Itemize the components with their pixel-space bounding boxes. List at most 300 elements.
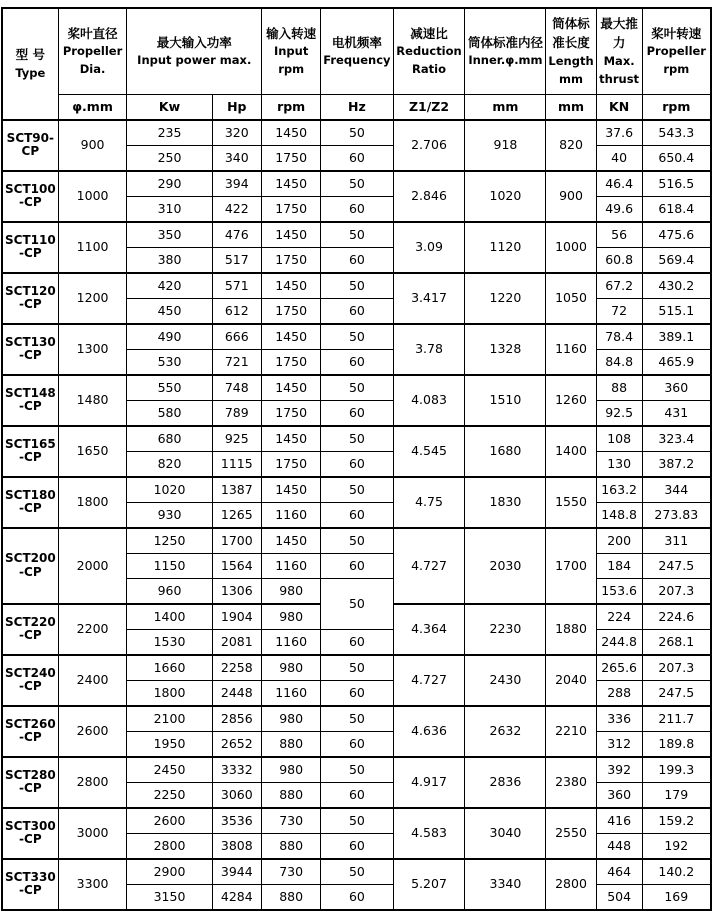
cell-hz: 50 — [321, 528, 393, 554]
cell-hp: 2081 — [212, 629, 261, 655]
cell-hz: 50 — [321, 706, 393, 732]
cell-hz: 60 — [321, 145, 393, 171]
cell-max-thrust: 336 — [596, 706, 642, 732]
cell-max-thrust: 163.2 — [596, 477, 642, 503]
cell-hz: 60 — [321, 782, 393, 808]
cell-propeller-dia: 2600 — [58, 706, 127, 757]
cell-length: 2550 — [546, 808, 596, 859]
cell-hp: 340 — [212, 145, 261, 171]
cell-reduction-ratio: 4.583 — [393, 808, 465, 859]
cell-kw: 820 — [127, 451, 212, 477]
cell-hz: 60 — [321, 451, 393, 477]
cell-kw: 530 — [127, 349, 212, 375]
cell-propeller-rpm: 431 — [642, 400, 711, 426]
unit-hp: Hp — [212, 94, 261, 120]
cell-input-rpm: 880 — [262, 884, 321, 910]
header-input-rpm-en: Input rpm — [273, 44, 309, 76]
cell-propeller-rpm: 179 — [642, 782, 711, 808]
cell-propeller-dia: 1650 — [58, 426, 127, 477]
header-propeller-dia-en: Propeller Dia. — [62, 44, 123, 76]
cell-reduction-ratio: 4.727 — [393, 528, 465, 604]
cell-model: SCT200-CP — [2, 528, 58, 604]
cell-hp: 1265 — [212, 502, 261, 528]
cell-inner-dia: 1120 — [465, 222, 546, 273]
cell-reduction-ratio: 2.846 — [393, 171, 465, 222]
cell-propeller-rpm: 465.9 — [642, 349, 711, 375]
cell-hp: 1306 — [212, 578, 261, 604]
cell-model: SCT148-CP — [2, 375, 58, 426]
header-input-rpm — [262, 8, 321, 94]
cell-input-rpm: 880 — [262, 782, 321, 808]
cell-hz: 60 — [321, 502, 393, 528]
table-header — [2, 8, 711, 120]
cell-propeller-rpm: 323.4 — [642, 426, 711, 452]
cell-length: 1160 — [546, 324, 596, 375]
header-propeller-dia — [58, 8, 127, 94]
cell-max-thrust: 130 — [596, 451, 642, 477]
cell-propeller-rpm: 192 — [642, 833, 711, 859]
cell-propeller-rpm: 515.1 — [642, 298, 711, 324]
cell-kw: 1660 — [127, 655, 212, 681]
cell-inner-dia: 2230 — [465, 604, 546, 655]
cell-max-thrust: 148.8 — [596, 502, 642, 528]
cell-max-thrust: 184 — [596, 553, 642, 578]
cell-length: 1050 — [546, 273, 596, 324]
cell-max-thrust: 84.8 — [596, 349, 642, 375]
cell-kw: 490 — [127, 324, 212, 350]
cell-hz: 50 — [321, 171, 393, 197]
cell-hp: 4284 — [212, 884, 261, 910]
cell-propeller-rpm: 169 — [642, 884, 711, 910]
header-reduction-ratio — [393, 8, 465, 94]
cell-input-rpm: 980 — [262, 655, 321, 681]
cell-propeller-rpm: 475.6 — [642, 222, 711, 248]
cell-hp: 666 — [212, 324, 261, 350]
cell-hp: 925 — [212, 426, 261, 452]
header-reduction-ratio-zh: 减速比 — [410, 25, 448, 41]
cell-hz: 50 — [321, 222, 393, 248]
header-propeller-rpm-en: Propeller rpm — [646, 44, 706, 76]
cell-input-rpm: 1160 — [262, 680, 321, 706]
table-body — [2, 120, 711, 910]
cell-propeller-dia: 1300 — [58, 324, 127, 375]
cell-model: SCT220-CP — [2, 604, 58, 655]
header-inner-dia-en: Inner.φ.mm — [468, 53, 543, 68]
cell-reduction-ratio: 4.75 — [393, 477, 465, 528]
cell-propeller-rpm: 344 — [642, 477, 711, 503]
cell-reduction-ratio: 2.706 — [393, 120, 465, 171]
cell-kw: 350 — [127, 222, 212, 248]
cell-kw: 1950 — [127, 731, 212, 757]
cell-propeller-dia: 1480 — [58, 375, 127, 426]
cell-kw: 2800 — [127, 833, 212, 859]
cell-max-thrust: 504 — [596, 884, 642, 910]
cell-hz: 50 — [321, 375, 393, 401]
cell-hz: 50 — [321, 273, 393, 299]
cell-hz: 60 — [321, 400, 393, 426]
cell-length: 1700 — [546, 528, 596, 604]
cell-propeller-rpm: 516.5 — [642, 171, 711, 197]
cell-max-thrust: 72 — [596, 298, 642, 324]
cell-length: 1400 — [546, 426, 596, 477]
cell-length: 1000 — [546, 222, 596, 273]
cell-max-thrust: 153.6 — [596, 578, 642, 604]
cell-propeller-rpm: 224.6 — [642, 604, 711, 630]
cell-inner-dia: 1680 — [465, 426, 546, 477]
cell-propeller-rpm: 247.5 — [642, 680, 711, 706]
cell-reduction-ratio: 4.727 — [393, 655, 465, 706]
cell-hp: 3060 — [212, 782, 261, 808]
cell-hp: 1564 — [212, 553, 261, 578]
unit-inner-mm: mm — [465, 94, 546, 120]
cell-inner-dia: 3040 — [465, 808, 546, 859]
cell-kw: 250 — [127, 145, 212, 171]
cell-propeller-rpm: 650.4 — [642, 145, 711, 171]
header-type — [2, 8, 58, 120]
cell-inner-dia: 918 — [465, 120, 546, 171]
cell-inner-dia: 2030 — [465, 528, 546, 604]
cell-model: SCT120-CP — [2, 273, 58, 324]
cell-kw: 380 — [127, 247, 212, 273]
cell-propeller-rpm: 569.4 — [642, 247, 711, 273]
cell-hp: 422 — [212, 196, 261, 222]
cell-max-thrust: 108 — [596, 426, 642, 452]
cell-reduction-ratio: 4.364 — [393, 604, 465, 655]
cell-inner-dia: 1328 — [465, 324, 546, 375]
cell-kw: 1150 — [127, 553, 212, 578]
cell-reduction-ratio: 4.083 — [393, 375, 465, 426]
cell-max-thrust: 37.6 — [596, 120, 642, 146]
cell-inner-dia: 2430 — [465, 655, 546, 706]
cell-max-thrust: 265.6 — [596, 655, 642, 681]
unit-ratio: Z1/Z2 — [393, 94, 465, 120]
cell-hz: 50 — [321, 477, 393, 503]
cell-kw: 290 — [127, 171, 212, 197]
cell-hp: 3808 — [212, 833, 261, 859]
cell-propeller-rpm: 211.7 — [642, 706, 711, 732]
cell-input-rpm: 1160 — [262, 629, 321, 655]
cell-input-rpm: 980 — [262, 757, 321, 783]
cell-hz: 60 — [321, 731, 393, 757]
cell-kw: 1400 — [127, 604, 212, 630]
cell-input-rpm: 980 — [262, 706, 321, 732]
cell-propeller-dia: 1200 — [58, 273, 127, 324]
cell-max-thrust: 448 — [596, 833, 642, 859]
cell-input-rpm: 980 — [262, 578, 321, 604]
header-type-zh: 型 号 — [15, 47, 46, 63]
cell-hz: 60 — [321, 680, 393, 706]
cell-max-thrust: 360 — [596, 782, 642, 808]
cell-hp: 612 — [212, 298, 261, 324]
header-input-power-zh: 最大输入功率 — [156, 34, 232, 50]
cell-input-rpm: 1450 — [262, 528, 321, 554]
cell-model: SCT300-CP — [2, 808, 58, 859]
cell-propeller-rpm: 360 — [642, 375, 711, 401]
cell-length: 1880 — [546, 604, 596, 655]
cell-propeller-dia: 2000 — [58, 528, 127, 604]
cell-max-thrust: 224 — [596, 604, 642, 630]
cell-hz: 50 — [321, 578, 393, 629]
cell-length: 2210 — [546, 706, 596, 757]
cell-propeller-dia: 2400 — [58, 655, 127, 706]
cell-hp: 1904 — [212, 604, 261, 630]
cell-hp: 721 — [212, 349, 261, 375]
cell-max-thrust: 312 — [596, 731, 642, 757]
cell-kw: 930 — [127, 502, 212, 528]
cell-max-thrust: 244.8 — [596, 629, 642, 655]
cell-hz: 50 — [321, 655, 393, 681]
cell-hp: 1115 — [212, 451, 261, 477]
cell-reduction-ratio: 4.917 — [393, 757, 465, 808]
cell-propeller-rpm: 387.2 — [642, 451, 711, 477]
cell-kw: 420 — [127, 273, 212, 299]
cell-propeller-rpm: 273.83 — [642, 502, 711, 528]
cell-propeller-rpm: 268.1 — [642, 629, 711, 655]
header-max-thrust — [596, 8, 642, 94]
cell-hp: 1387 — [212, 477, 261, 503]
cell-propeller-rpm: 159.2 — [642, 808, 711, 834]
cell-input-rpm: 1750 — [262, 247, 321, 273]
cell-input-rpm: 1750 — [262, 196, 321, 222]
header-inner-dia — [465, 8, 546, 94]
header-frequency-zh: 电机频率 — [331, 34, 382, 50]
cell-length: 900 — [546, 171, 596, 222]
cell-input-rpm: 1450 — [262, 477, 321, 503]
unit-kw: Kw — [127, 94, 212, 120]
cell-kw: 1800 — [127, 680, 212, 706]
cell-hp: 3944 — [212, 859, 261, 885]
cell-hz: 50 — [321, 859, 393, 885]
cell-model: SCT130-CP — [2, 324, 58, 375]
cell-reduction-ratio: 4.545 — [393, 426, 465, 477]
cell-hz: 60 — [321, 247, 393, 273]
header-max-thrust-zh: 最大推力 — [600, 16, 638, 51]
cell-model: SCT180-CP — [2, 477, 58, 528]
cell-length: 2380 — [546, 757, 596, 808]
cell-input-rpm: 980 — [262, 604, 321, 630]
cell-max-thrust: 40 — [596, 145, 642, 171]
cell-hz: 60 — [321, 833, 393, 859]
cell-inner-dia: 1510 — [465, 375, 546, 426]
header-max-thrust-en: Max. thrust — [599, 53, 640, 86]
cell-input-rpm: 880 — [262, 731, 321, 757]
cell-input-rpm: 1450 — [262, 375, 321, 401]
cell-length: 1260 — [546, 375, 596, 426]
cell-max-thrust: 78.4 — [596, 324, 642, 350]
cell-hp: 476 — [212, 222, 261, 248]
cell-model: SCT110-CP — [2, 222, 58, 273]
cell-hp: 789 — [212, 400, 261, 426]
cell-propeller-rpm: 543.3 — [642, 120, 711, 146]
cell-model: SCT100-CP — [2, 171, 58, 222]
cell-input-rpm: 1750 — [262, 145, 321, 171]
cell-propeller-dia: 1800 — [58, 477, 127, 528]
unit-hz: Hz — [321, 94, 393, 120]
cell-propeller-rpm: 140.2 — [642, 859, 711, 885]
cell-hz: 60 — [321, 349, 393, 375]
cell-length: 2040 — [546, 655, 596, 706]
cell-hp: 2448 — [212, 680, 261, 706]
cell-max-thrust: 49.6 — [596, 196, 642, 222]
cell-propeller-rpm: 311 — [642, 528, 711, 554]
cell-input-rpm: 1450 — [262, 222, 321, 248]
header-length-zh: 筒体标准长度 — [552, 16, 590, 51]
cell-hp: 2258 — [212, 655, 261, 681]
cell-hz: 60 — [321, 629, 393, 655]
cell-propeller-dia: 2800 — [58, 757, 127, 808]
cell-kw: 2900 — [127, 859, 212, 885]
cell-hp: 517 — [212, 247, 261, 273]
cell-kw: 550 — [127, 375, 212, 401]
cell-input-rpm: 1450 — [262, 273, 321, 299]
cell-propeller-rpm: 199.3 — [642, 757, 711, 783]
cell-model: SCT330-CP — [2, 859, 58, 910]
header-propeller-rpm-zh: 桨叶转速 — [651, 25, 702, 41]
cell-max-thrust: 392 — [596, 757, 642, 783]
header-input-rpm-zh: 输入转速 — [266, 25, 317, 41]
cell-hp: 320 — [212, 120, 261, 146]
cell-hz: 60 — [321, 553, 393, 578]
cell-inner-dia: 1830 — [465, 477, 546, 528]
cell-input-rpm: 1450 — [262, 324, 321, 350]
cell-inner-dia: 1020 — [465, 171, 546, 222]
cell-hz: 50 — [321, 808, 393, 834]
cell-propeller-rpm: 618.4 — [642, 196, 711, 222]
unit-kn: KN — [596, 94, 642, 120]
cell-input-rpm: 1450 — [262, 426, 321, 452]
cell-hz: 50 — [321, 120, 393, 146]
cell-hz: 60 — [321, 298, 393, 324]
cell-propeller-dia: 3300 — [58, 859, 127, 910]
header-length-en: Length mm — [548, 53, 594, 86]
cell-hp: 748 — [212, 375, 261, 401]
header-length — [546, 8, 596, 94]
cell-propeller-rpm: 247.5 — [642, 553, 711, 578]
cell-model: SCT240-CP — [2, 655, 58, 706]
unit-prop-rpm: rpm — [642, 94, 711, 120]
header-propeller-rpm — [642, 8, 711, 94]
cell-max-thrust: 200 — [596, 528, 642, 554]
cell-reduction-ratio: 5.207 — [393, 859, 465, 910]
cell-inner-dia: 2632 — [465, 706, 546, 757]
cell-propeller-rpm: 207.3 — [642, 655, 711, 681]
cell-propeller-dia: 2200 — [58, 604, 127, 655]
cell-kw: 450 — [127, 298, 212, 324]
cell-reduction-ratio: 3.09 — [393, 222, 465, 273]
cell-kw: 2450 — [127, 757, 212, 783]
cell-hp: 2652 — [212, 731, 261, 757]
header-inner-dia-zh: 筒体标准内径 — [467, 34, 543, 50]
cell-length: 2800 — [546, 859, 596, 910]
cell-max-thrust: 67.2 — [596, 273, 642, 299]
cell-model: SCT90-CP — [2, 120, 58, 171]
cell-hp: 2856 — [212, 706, 261, 732]
cell-input-rpm: 1750 — [262, 349, 321, 375]
header-frequency — [321, 8, 393, 94]
header-input-power-en: Input power max. — [137, 53, 252, 68]
cell-length: 820 — [546, 120, 596, 171]
cell-input-rpm: 730 — [262, 808, 321, 834]
cell-propeller-rpm: 207.3 — [642, 578, 711, 604]
cell-kw: 680 — [127, 426, 212, 452]
cell-kw: 235 — [127, 120, 212, 146]
cell-inner-dia: 2836 — [465, 757, 546, 808]
cell-hp: 1700 — [212, 528, 261, 554]
cell-model: SCT280-CP — [2, 757, 58, 808]
cell-reduction-ratio: 3.417 — [393, 273, 465, 324]
unit-input-rpm: rpm — [262, 94, 321, 120]
cell-max-thrust: 60.8 — [596, 247, 642, 273]
cell-max-thrust: 46.4 — [596, 171, 642, 197]
cell-max-thrust: 288 — [596, 680, 642, 706]
cell-reduction-ratio: 3.78 — [393, 324, 465, 375]
cell-kw: 1530 — [127, 629, 212, 655]
cell-kw: 2250 — [127, 782, 212, 808]
cell-propeller-rpm: 389.1 — [642, 324, 711, 350]
cell-hp: 3332 — [212, 757, 261, 783]
cell-model: SCT260-CP — [2, 706, 58, 757]
header-input-power — [127, 8, 262, 94]
cell-kw: 2600 — [127, 808, 212, 834]
cell-max-thrust: 92.5 — [596, 400, 642, 426]
cell-input-rpm: 1750 — [262, 298, 321, 324]
cell-input-rpm: 730 — [262, 859, 321, 885]
cell-max-thrust: 88 — [596, 375, 642, 401]
cell-length: 1550 — [546, 477, 596, 528]
cell-max-thrust: 416 — [596, 808, 642, 834]
cell-propeller-dia: 900 — [58, 120, 127, 171]
header-type-en: Type — [15, 65, 46, 80]
cell-hp: 571 — [212, 273, 261, 299]
cell-hz: 50 — [321, 426, 393, 452]
header-propeller-dia-zh: 桨叶直径 — [67, 25, 118, 41]
cell-hp: 3536 — [212, 808, 261, 834]
cell-propeller-rpm: 430.2 — [642, 273, 711, 299]
header-reduction-ratio-en: Reduction Ratio — [396, 44, 462, 76]
cell-input-rpm: 1450 — [262, 171, 321, 197]
cell-kw: 1020 — [127, 477, 212, 503]
cell-inner-dia: 3340 — [465, 859, 546, 910]
cell-input-rpm: 1750 — [262, 400, 321, 426]
cell-hz: 60 — [321, 884, 393, 910]
cell-reduction-ratio: 4.636 — [393, 706, 465, 757]
cell-propeller-dia: 1100 — [58, 222, 127, 273]
cell-propeller-rpm: 189.8 — [642, 731, 711, 757]
cell-propeller-dia: 3000 — [58, 808, 127, 859]
cell-input-rpm: 1160 — [262, 553, 321, 578]
header-frequency-en: Frequency — [323, 53, 391, 68]
cell-kw: 960 — [127, 578, 212, 604]
cell-input-rpm: 1450 — [262, 120, 321, 146]
cell-kw: 310 — [127, 196, 212, 222]
cell-max-thrust: 464 — [596, 859, 642, 885]
cell-hp: 394 — [212, 171, 261, 197]
cell-input-rpm: 1750 — [262, 451, 321, 477]
cell-hz: 50 — [321, 757, 393, 783]
cell-propeller-dia: 1000 — [58, 171, 127, 222]
cell-kw: 580 — [127, 400, 212, 426]
cell-input-rpm: 880 — [262, 833, 321, 859]
unit-dia: φ.mm — [58, 94, 127, 120]
cell-kw: 2100 — [127, 706, 212, 732]
cell-input-rpm: 1160 — [262, 502, 321, 528]
cell-hz: 60 — [321, 196, 393, 222]
cell-kw: 1250 — [127, 528, 212, 554]
cell-hz: 50 — [321, 324, 393, 350]
spec-table — [1, 7, 712, 911]
cell-model: SCT165-CP — [2, 426, 58, 477]
cell-inner-dia: 1220 — [465, 273, 546, 324]
